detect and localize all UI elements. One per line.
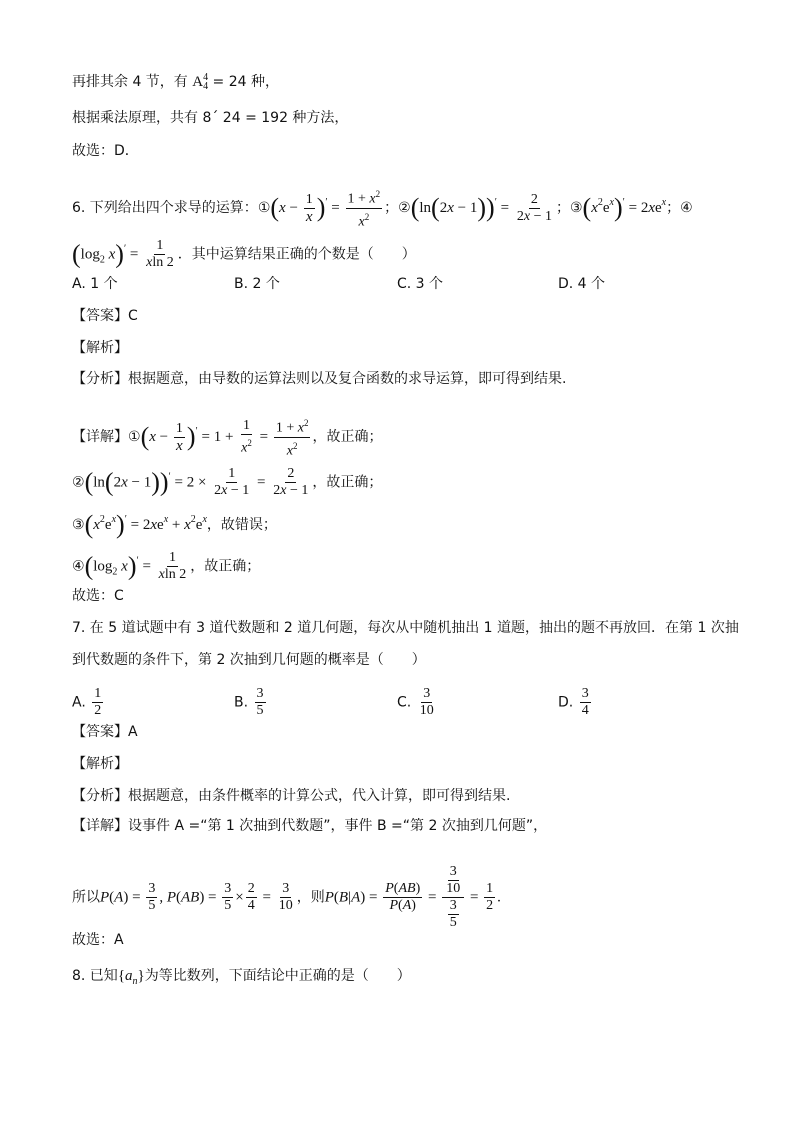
fraction: $\frac{1}{x}$ <box>305 191 313 225</box>
answer-line <box>72 306 138 326</box>
option-d <box>558 686 593 719</box>
detail-line-1: 【详解】①(x − $\frac{1}{x}$ )′ = 1 + $\frac{1}{x^2}$ = $\frac{1 + x^2}{x^2}$ ，故正确； <box>72 415 382 459</box>
option-b: B. 2 个 <box>234 276 280 292</box>
text-line: 故选：D． <box>72 143 139 159</box>
numerator: 3 <box>581 686 589 701</box>
answer-value: C <box>128 308 138 324</box>
text: 为等比数列，下面结论中正确的是（ ） <box>144 968 411 984</box>
detail-tag: 【详解】 <box>72 818 128 834</box>
question-8-stem: 8. 已知$\{a_n\}$为等比数列，下面结论中正确的是（ ） <box>72 968 411 987</box>
denominator: 2 <box>94 703 102 718</box>
detail-line-4: $④(\log_2$ x)′ = $\frac{1}{xln 2}$ ，故正确； <box>72 550 261 582</box>
text: 8. 已知 <box>72 968 118 984</box>
text: ① <box>257 200 271 217</box>
analysis-tag: 【解析】 <box>72 756 128 772</box>
text: ；④ <box>666 200 693 217</box>
fenxi-tag: 【分析】 <box>72 788 128 804</box>
option-label: A. <box>72 694 86 711</box>
option-c <box>397 686 438 719</box>
math-symbol: A <box>192 74 204 90</box>
fraction: $\frac{1 + x^2}{x^2}$ <box>346 186 383 230</box>
conclusion: 故选：C <box>72 588 124 604</box>
option-label: B. <box>234 694 249 711</box>
fraction: $\frac{1}{xln 2}$ <box>146 238 174 270</box>
option-c: C. 3 个 <box>397 276 444 292</box>
detail-line <box>72 816 547 836</box>
conclusion: 故选：A <box>72 932 124 948</box>
option-a: A. 1 个 <box>72 276 118 292</box>
text: ，故正确； <box>190 558 261 575</box>
answer-value: A <box>128 724 138 740</box>
fenxi-text: 根据题意，由导数的运算法则以及复合函数的求导运算，即可得到结果. <box>128 371 567 387</box>
analysis-tag: 【解析】 <box>72 340 128 356</box>
denominator: 10 <box>419 703 434 718</box>
text: ；③ <box>555 200 583 217</box>
fenxi-text: 根据题意，由条件概率的计算公式，代入计算，即可得到结果. <box>128 788 511 804</box>
text-line <box>72 72 279 92</box>
denominator: 4 <box>581 703 589 718</box>
detail-tag: 【详解】 <box>72 429 128 446</box>
text: ，故正确； <box>312 429 383 446</box>
text: ．其中运算结果正确的个数是（ ） <box>177 246 416 263</box>
question-7-stem-cont: 到代数题的条件下，第 2 次抽到几何题的概率是（ ） <box>72 652 426 668</box>
fraction: $\frac{2}{2x - 1}$ <box>516 191 552 224</box>
text-line: 根据乘法原理，共有 8´ 24 = 192 种方法， <box>72 110 349 126</box>
text: ，故正确； <box>312 474 383 491</box>
detail-line-3: $③(x^2e^x)' = 2xe^x + x^2e^x$，故错误； <box>72 510 277 539</box>
option-b <box>234 686 268 719</box>
option-label: D. <box>558 694 574 711</box>
text: ；② <box>384 200 411 217</box>
subscript: 4 <box>203 81 209 92</box>
answer-line <box>72 722 138 742</box>
analysis-line <box>72 786 510 806</box>
option-d: D. 4 个 <box>558 276 606 292</box>
detail-text: 设事件 A =“第 1 次抽到代数题”，事件 B =“第 2 次抽到几何题”， <box>128 818 548 834</box>
probability-line: 所以P(A) = $\frac{3}{5}$ , P(AB) = $\frac{3}{5}$ × $\frac{2}{4}$ = $\frac{3}{10}$ ，则P(B|A) = $\frac{P(AB)}{P(A)}$ = $\frac{\frac{3}{10}}{\frac{3}{5}}$ = $\frac{1}{2}$ . <box>72 864 501 930</box>
question-7-stem: 7. 在 5 道试题中有 3 道代数题和 2 道几何题，每次从中随机抽出 1 道题，抽出的题不再放回．在第 1 次抽 <box>72 620 739 636</box>
text: = 24 种， <box>208 74 280 90</box>
detail-line-2: ②(ln(2x − 1))′ = 2 × $\frac{1}{2x - 1}$ = $\frac{2}{2x - 1}$ ，故正确； <box>72 466 383 498</box>
superscript: 4 <box>203 72 209 83</box>
text: 再排其余 4 节，有 <box>72 74 193 90</box>
option-label: C. <box>397 694 412 711</box>
answer-tag: 【答案】 <box>72 724 128 740</box>
numerator: 3 <box>423 686 431 701</box>
analysis-line <box>72 369 566 389</box>
denominator: 5 <box>256 703 264 718</box>
option-a <box>72 686 105 719</box>
numerator: 1 <box>94 686 102 701</box>
question-6-stem: 6. 下列给出四个求导的运算：①(x − $\frac{1}{x}$ )′ = $\frac{1 + x^2}{x^2}$ ；②(ln(2x − 1))′ = $\frac{2}{2x - 1}$ ；$③(x^2e^x)' = 2xe^x$；④ <box>72 186 693 230</box>
text: ，则 <box>296 889 325 906</box>
text: 6. 下列给出四个求导的运算： <box>72 200 258 217</box>
answer-tag: 【答案】 <box>72 308 128 324</box>
fenxi-tag: 【分析】 <box>72 371 128 387</box>
numerator: 3 <box>256 686 264 701</box>
text: ，故错误； <box>206 517 277 533</box>
question-6-stem-cont: ($\log_2$ x)′ = $\frac{1}{xln 2}$ ．其中运算结果正确的个数是（ ） <box>72 238 416 270</box>
text: 所以 <box>72 889 100 906</box>
